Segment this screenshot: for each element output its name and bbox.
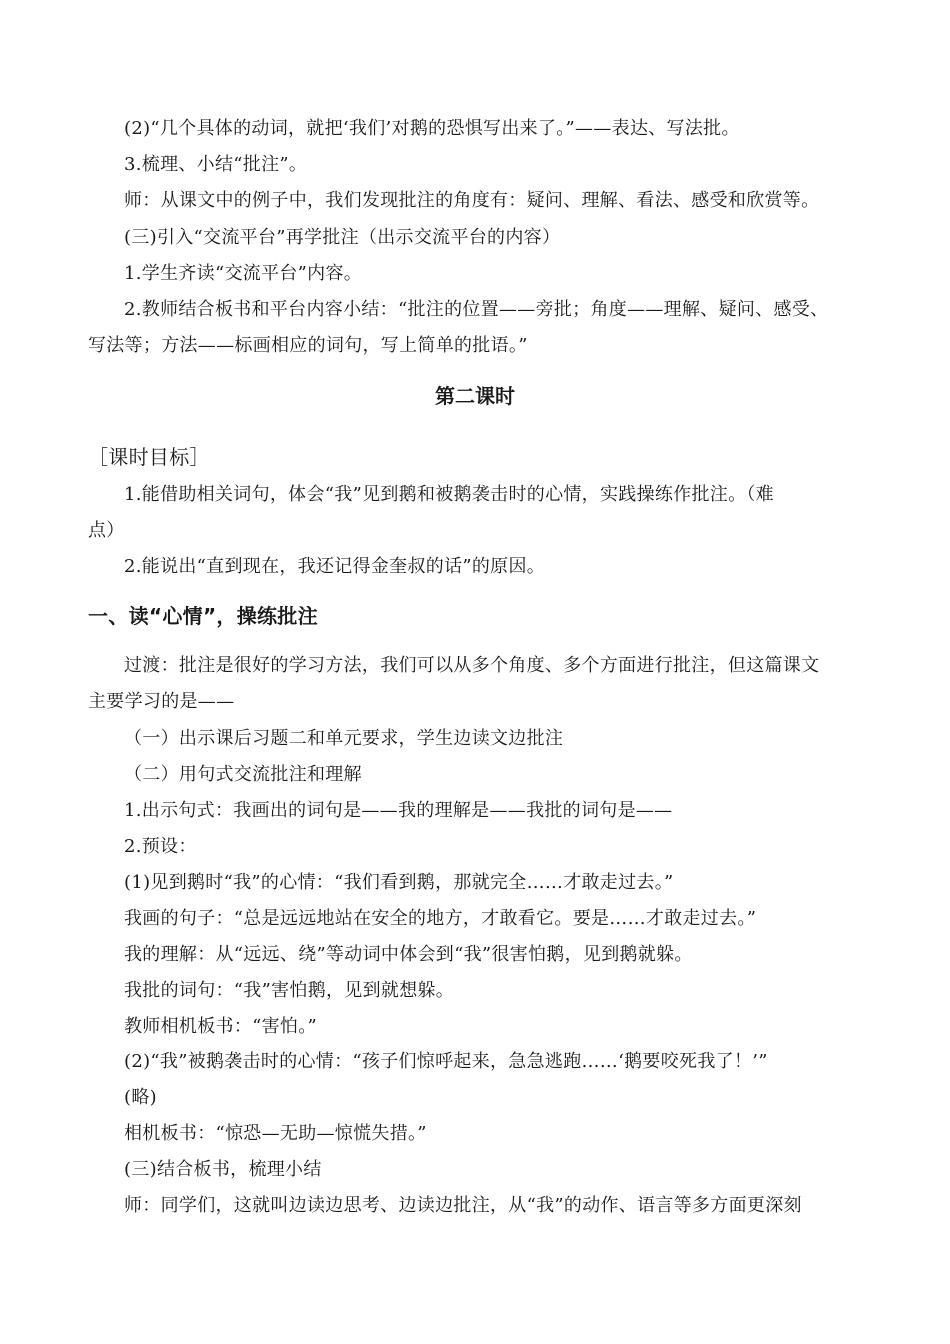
paragraph-line: 3.梳理、小结“批注”。 — [124, 154, 308, 175]
paragraph-line: 过渡：批注是很好的学习方法，我们可以从多个角度、多个方面进行批注，但这篇课文 — [124, 655, 820, 676]
paragraph-line: 相机板书：“惊恐—无助—惊慌失措。” — [124, 1123, 427, 1144]
goal-item: 1.能借助相关词句，体会“我”见到鹅和被鹅袭击时的心情，实践操练作批注。（难 — [124, 484, 774, 505]
paragraph-line: （一）出示课后习题二和单元要求，学生边读文边批注 — [124, 728, 564, 749]
goals-label: ［课时目标］ — [88, 445, 210, 469]
paragraph-line: (三)结合板书，梳理小结 — [124, 1159, 322, 1180]
paragraph-line: 2.预设： — [124, 836, 197, 857]
paragraph-line: (2)“几个具体的动词，就把‘我们’对鹅的恐惧写出来了。”——表达、写法批。 — [124, 118, 740, 139]
paragraph-line: 我画的句子：“总是远远地站在安全的地方，才敢看它。要是……才敢走过去。” — [124, 908, 757, 929]
paragraph-line: (略) — [124, 1087, 157, 1108]
paragraph-line: 我的理解：从“远远、绕”等动词中体会到“我”很害怕鹅，见到鹅就躲。 — [124, 944, 693, 965]
paragraph-line: 1.出示句式：我画出的词句是——我的理解是——我批的词句是—— — [124, 800, 673, 821]
paragraph-line: 主要学习的是—— — [88, 691, 235, 712]
paragraph-line: （二）用句式交流批注和理解 — [124, 764, 362, 785]
paragraph-line: (2)“我”被鹅袭击时的心情：“孩子们惊呼起来，急急逃跑……‘鹅要咬死我了！’” — [124, 1051, 768, 1072]
goal-item: 2.能说出“直到现在，我还记得金奎叔的话”的原因。 — [124, 556, 546, 577]
paragraph-line: 师：同学们，这就叫边读边思考、边读边批注，从“我”的动作、语言等多方面更深刻 — [124, 1195, 802, 1216]
paragraph-line: 1.学生齐读“交流平台”内容。 — [124, 263, 363, 284]
lesson-title: 第二课时 — [435, 384, 515, 408]
paragraph-line: 师：从课文中的例子中，我们发现批注的角度有：疑问、理解、看法、感受和欣赏等。 — [124, 190, 820, 211]
section-heading: 一、读“心情”，操练批注 — [88, 604, 318, 628]
paragraph-line: 教师相机板书：“害怕。” — [124, 1016, 318, 1037]
paragraph-line: (三)引入“交流平台”再学批注（出示交流平台的内容） — [124, 227, 561, 248]
paragraph-line: (1)见到鹅时“我”的心情：“我们看到鹅，那就完全……才敢走过去。” — [124, 872, 674, 893]
goal-item-continuation: 点） — [88, 520, 125, 541]
paragraph-line: 2.教师结合板书和平台内容小结：“批注的位置——旁批；角度——理解、疑问、感受、 — [124, 299, 829, 320]
paragraph-line: 写法等；方法——标画相应的词句，写上简单的批语。” — [88, 335, 528, 356]
paragraph-line: 我批的词句：“我”害怕鹅，见到就想躲。 — [124, 980, 455, 1001]
